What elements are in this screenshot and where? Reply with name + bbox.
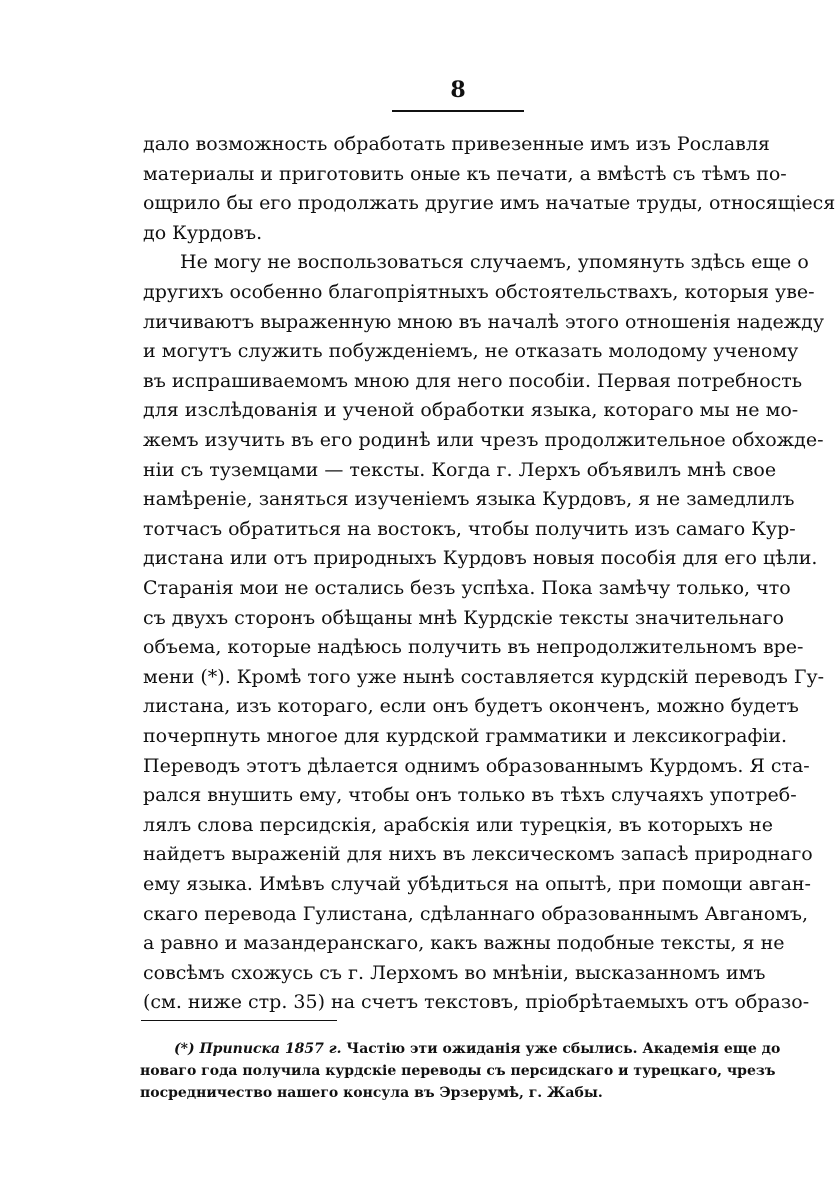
body-line: Переводъ этотъ дѣлается однимъ образованнымъ Курдомъ. Я ста- [143, 754, 810, 777]
footnote-line: посредничество нашего консула въ Эрзерумѣ, г. Жабы. [140, 1085, 603, 1101]
body-line: нiи съ туземцами — тексты. Когда г. Лерхъ объявилъ мнѣ свое [143, 458, 777, 481]
body-line: совсѣмъ схожусь съ г. Лерхомъ во мнѣнiи, высказанномъ имъ [143, 961, 766, 984]
paragraph-first-line: Не могу не воспользоваться случаемъ, упомянуть здѣсь еще о [180, 251, 809, 274]
body-line: и могутъ служить побужденiемъ, не отказать молодому ученому [143, 340, 799, 363]
footnote-line: новаго года получила курдскiе переводы съ персидскаго и турецкаго, чрезъ [140, 1063, 776, 1079]
body-line: дистана или отъ природныхъ Курдовъ новыя пособiя для его цѣли. [143, 547, 818, 570]
body-line: мени (*). Кромѣ того уже нынѣ составляется курдскiй переводъ Гу- [143, 665, 825, 688]
body-line: ему языка. Имѣвъ случай убѣдиться на опытѣ, при помощи авган- [143, 873, 811, 895]
body-line: намѣренiе, заняться изученiемъ языка Курдовъ, я не замедлилъ [143, 488, 795, 511]
body-line: въ испрашиваемомъ мною для него пособiи. Первая потребность [143, 369, 803, 392]
body-line: Старанiя мои не остались безъ успѣха. Пока замѣчу только, что [143, 577, 791, 599]
body-line: а равно и мазандеранскаго, какъ важны подобные тексты, я не [143, 932, 785, 955]
body-line: жемъ изучить въ его родинѣ или чрезъ продолжительное обхожде- [143, 429, 824, 451]
body-line: ощрило бы его продолжать другие имъ начатые труды, относящiеся [143, 192, 836, 215]
page-number: 8 [450, 77, 466, 103]
body-line: скаго перевода Гулистана, сдѣланнаго образованнымъ Авганомъ, [143, 902, 809, 925]
body-line: тотчасъ обратиться на востокъ, чтобы получить изъ самаго Кур- [143, 517, 796, 540]
body-line: листана, изъ котораго, если онъ будетъ оконченъ, можно будетъ [143, 695, 799, 718]
body-line: объема, которые надѣюсь получить въ непродолжительномъ вре- [143, 636, 804, 659]
body-line: личиваютъ выраженную мною въ началѣ этого отношенiя надежду [143, 310, 825, 333]
body-line: до Курдовъ. [143, 221, 263, 244]
body-line: почерпнуть многое для курдской грамматики и лексикографiи. [143, 725, 788, 747]
body-line: другихъ особенно благопрiятныхъ обстоятельствахъ, которыя уве- [143, 281, 815, 303]
body-line: найдетъ выраженiй для нихъ въ лексическомъ запасѣ природнаго [143, 843, 813, 866]
body-line: лялъ слова персидскiя, арабскiя или турецкiя, въ которыхъ не [143, 813, 773, 836]
body-line: съ двухъ сторонъ обѣщаны мнѣ Курдскiе тексты значительнаго [143, 606, 784, 629]
footnote-line [174, 1040, 781, 1058]
body-line: материалы и приготовить оные къ печати, а вмѣстѣ съ тѣмъ по- [143, 162, 787, 185]
header-rule [392, 110, 524, 112]
footnote-text: Частiю эти ожиданiя уже сбылись. Академiя еще до [341, 1041, 781, 1057]
body-line: дало возможность обработать привезенные имъ изъ Рославля [143, 133, 770, 155]
body-line: рался внушить ему, чтобы онъ только въ тѣхъ случаяхъ употреб- [143, 784, 797, 807]
body-line: (см. ниже стр. 35) на счетъ текстовъ, прiобрѣтаемыхъ отъ образо- [143, 991, 810, 1014]
footnote-rule [141, 1020, 337, 1021]
footnote-marker: (*) Приписка 1857 г. [174, 1041, 342, 1057]
body-line: для изслѣдованiя и ученой обработки языка, котораго мы не мо- [143, 399, 799, 422]
